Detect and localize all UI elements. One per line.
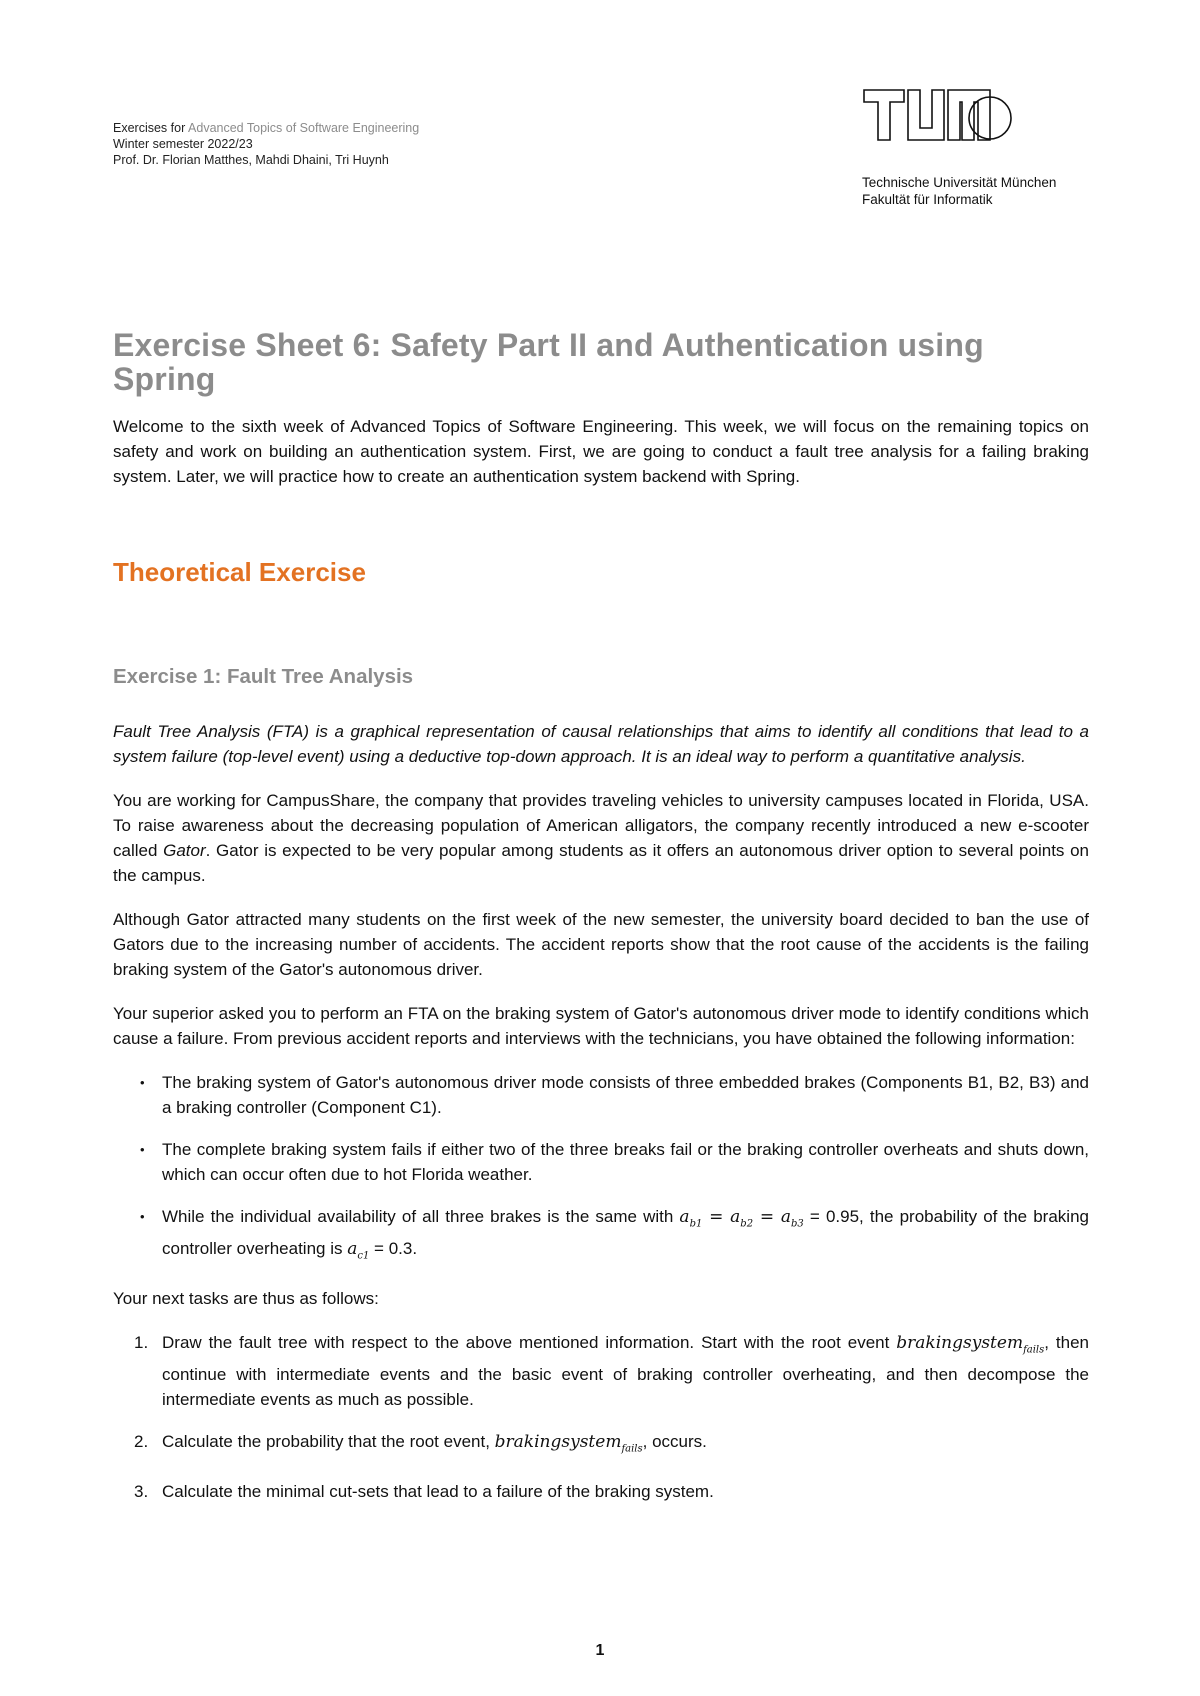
task-text: Calculate the probability that the root event,: [162, 1432, 495, 1452]
task-text: Calculate the minimal cut-sets that lead to a failure of the braking system.: [162, 1481, 714, 1501]
page-number: 1: [595, 1642, 605, 1659]
gator-emphasis: Gator: [163, 841, 206, 860]
fta-definition: Fault Tree Analysis (FTA) is a graphical representation of causal relationships that aims to identify all conditions that lead to a system failure (top-level event) using a deductive top-down approach. It is an ideal way to perform a quantitative analysis.: [113, 722, 1089, 766]
course-prefix: Exercises for: [113, 121, 189, 135]
paragraph-superior: Your superior asked you to perform an FTA on the braking system of Gator's autonomous driver mode to identify conditions which cause a failure. From previous accident reports and interviews with the technicians, you have obtained the following information:: [113, 1004, 1089, 1048]
info-list: [113, 1070, 1089, 1269]
task-item: [134, 1429, 1089, 1461]
section-heading: Theoretical Exercise: [113, 557, 366, 587]
task-number: 1.: [134, 1332, 149, 1352]
math-value: = 0.95: [803, 1207, 860, 1226]
paragraph-text: You are working for CampusShare, the company that provides traveling vehicles to university campuses located in Florida, USA. To raise awareness about the decreasing population of American alligators, the company recently introduced a new e-scooter called: [113, 791, 1089, 860]
list-text: While the individual availability of all three brakes is the same with: [162, 1207, 680, 1226]
list-item: • The complete braking system fails if either two of the three breaks fail or the braking controller overheats and shuts down, which can occur often due to hot Florida weather.: [162, 1137, 1089, 1187]
task-number: 2.: [134, 1432, 149, 1452]
course-header: [113, 120, 419, 168]
math-expression: $a_{c1}$: [347, 1239, 370, 1262]
math-expression: $a_{b1} = a_{b2} = a_{b3}$: [679, 1207, 804, 1230]
semester: Winter semester 2022/23: [113, 137, 253, 151]
math-expression: brakingsystem$_{fails}$: [896, 1332, 1045, 1356]
list-item: • The braking system of Gator's autonomous driver mode consists of three embedded brakes (Components B1, B2, B3) and a braking controller (Component C1).: [162, 1070, 1089, 1120]
task-list: [113, 1330, 1089, 1504]
tum-logo: [862, 88, 1012, 148]
paragraph-text: . Gator is expected to be very popular among students as it offers an autonomous driver option to several points on the campus.: [113, 841, 1089, 885]
list-text: .: [412, 1239, 418, 1259]
main-content: [113, 328, 1089, 1521]
list-text: , the probability of the braking controller overheating is: [162, 1207, 1089, 1259]
page-title: Exercise Sheet 6: Safety Part II and Authentication using Spring: [113, 327, 984, 397]
paragraph-campusshare: [113, 788, 1089, 888]
university-name: Technische Universität München: [862, 175, 1057, 190]
course-line: [113, 120, 419, 136]
math-expression: brakingsystem$_{fails}$: [494, 1432, 643, 1455]
task-text: Draw the fault tree with respect to the above mentioned information. Start with the root event: [162, 1332, 897, 1352]
paragraph-accidents: Although Gator attracted many students on the first week of the new semester, the university board decided to ban the use of Gators due to the increasing number of accidents. The accident reports show that the root cause of the accidents is the failing braking system of the Gator's autonomous driver.: [113, 910, 1089, 979]
exercise-heading: Exercise 1: Fault Tree Analysis: [113, 665, 414, 688]
math-value: = 0.3: [369, 1239, 413, 1259]
faculty-name: Fakultät für Informatik: [862, 192, 993, 207]
task-text: , then continue with intermediate events and the basic event of braking controller overheating, and then decompose the intermediate events as much as possible.: [162, 1332, 1089, 1410]
authors: Prof. Dr. Florian Matthes, Mahdi Dhaini, Tri Huynh: [113, 153, 389, 167]
task-item: [134, 1479, 1089, 1504]
task-number: 3.: [134, 1481, 149, 1501]
course-name: Advanced Topics of Software Engineering: [188, 121, 420, 135]
task-text: , occurs.: [642, 1432, 707, 1452]
intro-paragraph: Welcome to the sixth week of Advanced Topics of Software Engineering. This week, we will focus on the remaining topics on safety and work on building an authentication system. First, we are going to conduct a fault tree analysis for a failing braking system. Later, we will practice how to create an authentication system backend with Spring.: [113, 417, 1089, 486]
tasks-intro: Your next tasks are thus as follows:: [113, 1288, 379, 1308]
university-block: [862, 174, 1056, 208]
task-item: [134, 1330, 1089, 1412]
list-item: [162, 1204, 1089, 1269]
